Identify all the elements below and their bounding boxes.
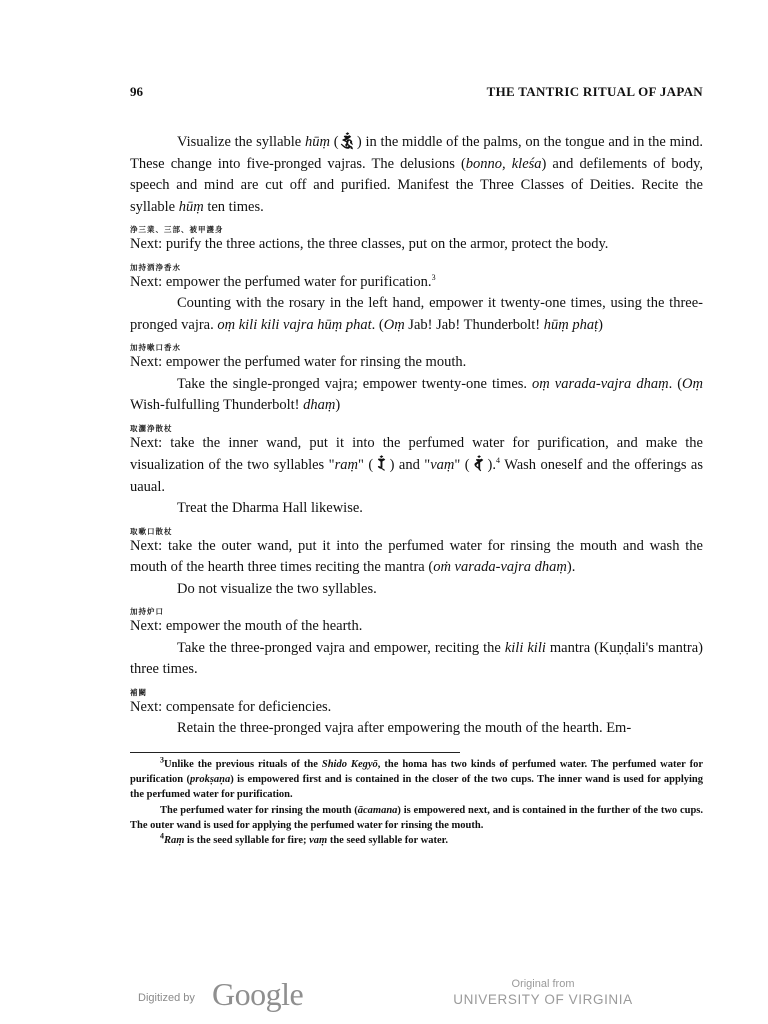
footnote-rule — [130, 752, 460, 753]
italic-term: hūṃ phaṭ — [543, 316, 599, 333]
siddham-hum-glyph: 𑖮𑖳𑖽 — [342, 132, 354, 150]
text: the seed syllable for water. — [327, 835, 448, 847]
paragraph: Treat the Dharma Hall likewise. — [177, 500, 363, 516]
digitized-by-google-watermark — [138, 978, 338, 1014]
italic-term: Oṃ — [383, 316, 405, 333]
kanji-heading: 取灑浄散杖 — [130, 423, 173, 433]
text: Wish-fulfulling Thunderbolt! — [130, 397, 304, 413]
digitized-by-text: Digitized by — [138, 992, 195, 1004]
kanji-heading: 補闕 — [130, 687, 147, 697]
paragraph: Do not visualize the two syllables. — [177, 580, 377, 597]
text: Unlike the previous rituals of the — [164, 759, 322, 770]
page-header — [130, 84, 703, 104]
siddham-vam-glyph: 𑖪𑖽 — [474, 455, 484, 473]
footnote-ref: 4 — [496, 456, 500, 466]
italic-term: dhaṃ — [303, 397, 336, 413]
paragraph — [130, 638, 703, 681]
italic-term: Oṃ — [682, 375, 703, 392]
text: ) in the middle of the palms, on the tongue and in the mind. These change into five-pronged vajras. The delusions ( — [130, 134, 703, 172]
footnote-4 — [130, 833, 703, 848]
text: Next: take the outer wand, put it into the perfumed water for rinsing the mouth and wash the mouth of the hearth three times reciting the mantra ( — [130, 537, 703, 575]
italic-term: Raṃ — [164, 835, 185, 847]
text: " ( — [357, 457, 378, 473]
main-text — [130, 131, 703, 740]
text: Take the single-pronged vajra; empower twenty-one times. — [177, 375, 533, 392]
kanji-heading: 加持洒浄香水 — [130, 262, 181, 272]
mantra: oṃ varada-vajra dhaṃ — [532, 375, 669, 392]
text: , the homa has two kinds of perfumed water. The perfumed water for purification ( — [130, 759, 703, 786]
original-from-text: Original from — [511, 978, 575, 990]
step-heading — [130, 433, 703, 499]
paragraph — [130, 293, 703, 336]
text: ( — [329, 134, 343, 150]
italic-term: prokṣaṇa — [189, 774, 231, 786]
text: Counting with the rosary in the left hand, empower it twenty-one times, using the three-pronged vajra. — [130, 295, 703, 333]
original-from-watermark — [448, 977, 638, 1009]
text: mantra (Kuṇḍali's mantra) three times. — [130, 639, 704, 677]
google-logo: Google — [212, 976, 304, 1012]
text: Jab! Jab! Thunderbolt! — [404, 316, 544, 333]
step-heading: Next: compensate for deficiencies. — [130, 698, 332, 715]
text: ) is empowered first and is contained in the closer of the two cups. The inner wand is used for applying the perfumed water for purification. — [130, 774, 703, 801]
text: Take the three-pronged vajra and empower, reciting the — [177, 639, 505, 656]
institution-name: UNIVERSITY OF VIRGINIA — [453, 992, 633, 1007]
text: Visualize the syllable — [177, 134, 305, 150]
italic-term: hūṃ — [304, 134, 330, 150]
kanji-heading: 浄三業、三部、被甲護身 — [130, 225, 224, 234]
kanji-heading: 加持炉口 — [130, 607, 164, 616]
text: . ( — [668, 375, 683, 392]
page-number: 96 — [130, 84, 143, 99]
footnotes — [130, 757, 703, 848]
paragraph: Retain the three-pronged vajra after empowering the mouth of the hearth. Em- — [177, 720, 632, 736]
footnote-3 — [130, 757, 703, 803]
italic-term: ācamana — [357, 804, 398, 816]
step-heading: Next: purify the three actions, the three classes, put on the armor, protect the body. — [130, 236, 609, 252]
text: is the seed syllable for fire; — [184, 835, 310, 847]
text: . ( — [371, 316, 384, 333]
text: ) — [598, 316, 603, 333]
text: ten times. — [203, 198, 264, 215]
italic-title: Shido Kegyō — [321, 759, 378, 770]
step-heading — [130, 272, 703, 294]
italic-term: raṃ — [334, 457, 358, 473]
siddham-ram-glyph: 𑖨𑖽 — [377, 455, 386, 473]
paragraph — [130, 374, 703, 417]
kanji-heading: 加持嗽口香水 — [130, 343, 181, 352]
footnote-3-continued — [130, 803, 703, 833]
text: ) and defilements of body, speech and mind are cut off and purified. Manifest the Three Classes of Deities. Recite the syllable — [130, 155, 703, 215]
italic-term: bonno, kleśa — [465, 155, 542, 172]
kanji-heading: 取嗽口散杖 — [130, 526, 173, 536]
step-heading — [130, 536, 703, 579]
step-heading: Next: empower the mouth of the hearth. — [130, 618, 363, 634]
italic-term: vaṃ — [430, 457, 455, 473]
footnote-marker: 4 — [160, 831, 164, 841]
step-heading: Next: empower the perfumed water for rinsing the mouth. — [130, 354, 467, 370]
text: ). — [566, 559, 576, 575]
mantra: oṁ varada-vajra dhaṃ — [433, 559, 567, 575]
text: " ( — [454, 457, 475, 473]
running-title: THE TANTRIC RITUAL OF JAPAN — [486, 84, 703, 99]
text: ) — [335, 397, 341, 413]
paragraph — [130, 131, 703, 218]
text: ) is empowered next, and is contained in the further of the two cups. The outer wand is used for applying the perfumed water for rinsing the mouth. — [130, 804, 704, 831]
mantra: oṃ kili kili vajra hūṃ phat — [217, 316, 372, 333]
text: Wash oneself and the offerings as uaual. — [130, 457, 704, 495]
text: Next: empower the perfumed water for purification. — [130, 273, 432, 290]
mantra: kili kili — [504, 639, 546, 656]
text: Next: take the inner wand, put it into the perfumed water for purification, and make the visualization of the two syllables " — [130, 434, 703, 473]
footnote-marker: 3 — [160, 755, 164, 765]
text: ). — [483, 457, 496, 473]
text: ) and " — [385, 457, 431, 473]
italic-term: vaṃ — [309, 835, 328, 847]
text: The perfumed water for rinsing the mouth ( — [160, 804, 358, 816]
italic-term: hūṃ — [178, 198, 204, 215]
footnote-ref: 3 — [431, 272, 436, 282]
